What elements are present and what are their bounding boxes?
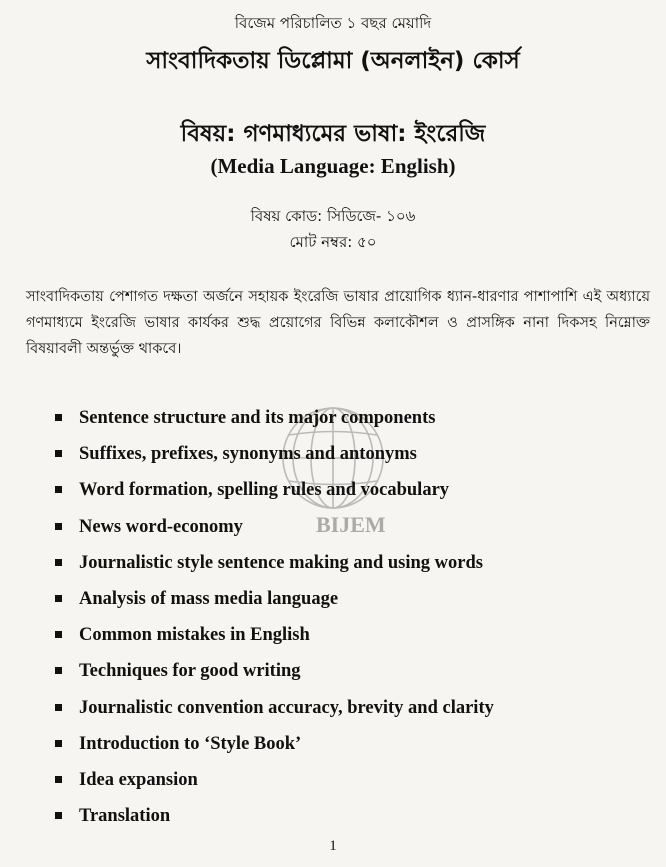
topic-text: Analysis of mass media language	[79, 588, 339, 609]
intro-paragraph: সাংবাদিকতায় পেশাগত দক্ষতা অর্জনে সহায়ক ইংরেজি ভাষার প্রায়োগিক ধ্যান-ধারণার পাশাপাশি এই অধ্যায়ে গণমাধ্যমে ইংরেজি ভাষার কার্যকর শুদ্ধ প্রয়োগের বিভিন্ন কলাকৌশল ও প্রাসঙ্গিক নানা দিকসহ নিম্নোক্ত বিষয়াবলী অন্তর্ভুক্ত থাকবে।	[26, 289, 650, 357]
topic-text: Journalistic style sentence making and using words	[79, 552, 483, 573]
total-marks: মোট নম্বর: ৫০	[289, 233, 377, 251]
list-item	[54, 690, 614, 726]
topic-text: Sentence structure and its major components	[79, 408, 436, 428]
bullet-icon	[55, 631, 62, 638]
topic-text: Word formation, spelling rules and vocabulary	[79, 480, 450, 501]
topic-list	[54, 400, 614, 834]
program-line: বিজেম পরিচালিত ১ বছর মেয়াদি	[234, 14, 432, 32]
list-item	[54, 509, 614, 545]
list-item	[54, 581, 614, 617]
list-item	[54, 400, 614, 436]
bullet-icon	[55, 414, 62, 421]
list-item	[54, 726, 614, 762]
topic-text: Journalistic convention accuracy, brevity and clarity	[79, 697, 494, 718]
topic-text: News word-economy	[79, 516, 243, 537]
topic-text: Techniques for good writing	[79, 661, 301, 682]
bullet-icon	[55, 667, 62, 674]
subject-code: বিষয় কোড: সিডিজে- ১০৬	[250, 207, 416, 225]
list-item	[54, 436, 614, 472]
course-title: সাংবাদিকতায় ডিপ্লোমা (অনলাইন) কোর্স	[146, 48, 520, 74]
subject-title-bengali: বিষয়: গণমাধ্যমের ভাষা: ইংরেজি	[180, 121, 486, 147]
bullet-icon	[55, 812, 62, 819]
bullet-icon	[55, 559, 62, 566]
watermark-logo-text: BIJEM	[316, 512, 386, 537]
topic-text: Common mistakes in English	[79, 625, 310, 646]
list-item	[54, 472, 614, 508]
topic-text: Suffixes, prefixes, synonyms and antonyms	[79, 444, 417, 465]
list-item	[54, 762, 614, 798]
list-item	[54, 617, 614, 653]
topic-text: Introduction to ‘Style Book’	[79, 733, 302, 754]
bullet-icon	[55, 740, 62, 747]
bullet-icon	[55, 450, 62, 457]
bullet-icon	[55, 776, 62, 783]
list-item	[54, 798, 614, 834]
list-item	[54, 653, 614, 689]
subject-title-english: (Media Language: English)	[210, 154, 456, 178]
bullet-icon	[55, 595, 62, 602]
page-number: 1	[329, 838, 337, 854]
bullet-icon	[55, 523, 62, 530]
bullet-icon	[55, 486, 62, 493]
topic-text: Translation	[79, 806, 171, 827]
list-item	[54, 545, 614, 581]
bullet-icon	[55, 704, 62, 711]
topic-text: Idea expansion	[79, 769, 198, 790]
